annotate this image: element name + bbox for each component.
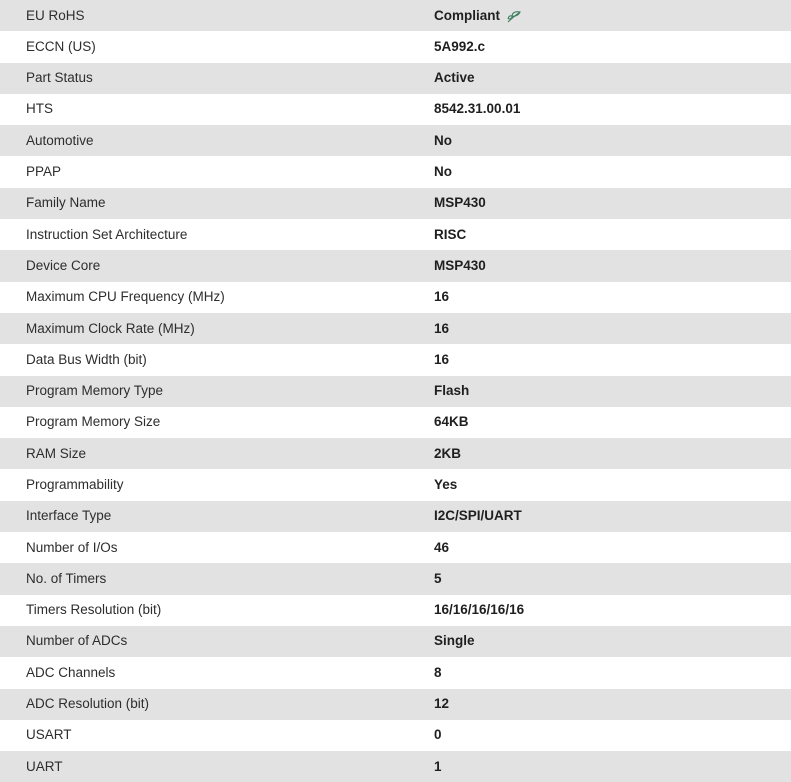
spec-label: No. of Timers — [26, 570, 107, 586]
spec-label: Automotive — [26, 132, 94, 148]
spec-value: Yes — [434, 477, 458, 492]
spec-value-wrap — [434, 665, 442, 681]
spec-label: ADC Channels — [26, 664, 116, 680]
spec-label: UART — [26, 758, 63, 774]
spec-value: Single — [434, 633, 475, 649]
table-row — [0, 63, 791, 94]
spec-value-cell — [412, 94, 791, 125]
spec-value-cell — [412, 219, 791, 250]
spec-value-wrap — [434, 446, 461, 462]
table-row — [0, 0, 791, 31]
spec-value: No — [434, 132, 452, 148]
spec-value-cell — [412, 438, 791, 469]
spec-value-wrap — [434, 633, 475, 649]
spec-value: 8 — [434, 664, 442, 680]
spec-value: I2C/SPI/UART — [434, 508, 522, 524]
spec-value: MSP430 — [434, 195, 486, 211]
spec-label: RAM Size — [26, 445, 87, 461]
table-row — [0, 657, 791, 688]
spec-value: 16 — [434, 351, 450, 367]
table-row — [0, 626, 791, 657]
spec-value: 5 — [434, 570, 442, 586]
spec-value-wrap — [434, 39, 485, 55]
table-row — [0, 344, 791, 375]
spec-value-wrap — [434, 195, 486, 211]
spec-value: 16/16/16/16/16 — [434, 602, 525, 618]
spec-label: Maximum Clock Rate (MHz) — [26, 320, 195, 336]
spec-value: 0 — [434, 727, 442, 743]
spec-value-wrap — [434, 164, 452, 180]
spec-value-wrap — [434, 696, 449, 712]
spec-value-wrap — [434, 508, 522, 524]
spec-value-wrap — [434, 70, 475, 86]
spec-value: 16 — [434, 320, 450, 336]
spec-value-cell — [412, 376, 791, 407]
spec-value-cell — [412, 532, 791, 563]
spec-label: ECCN (US) — [26, 38, 96, 54]
table-row — [0, 438, 791, 469]
spec-value-cell — [412, 563, 791, 594]
spec-value: 16 — [434, 289, 450, 305]
spec-value: 64KB — [434, 414, 469, 430]
spec-value-wrap — [434, 383, 469, 399]
spec-value-cell — [412, 657, 791, 688]
spec-value-cell — [412, 344, 791, 375]
spec-value-cell — [412, 31, 791, 62]
table-row — [0, 407, 791, 438]
spec-label: ADC Resolution (bit) — [26, 696, 150, 712]
spec-value: 46 — [434, 539, 450, 555]
spec-value-cell — [412, 125, 791, 156]
spec-value-wrap — [434, 8, 522, 24]
table-row — [0, 563, 791, 594]
spec-value-wrap — [434, 101, 520, 117]
table-row — [0, 188, 791, 219]
spec-label: Program Memory Type — [26, 383, 164, 399]
spec-value-wrap — [434, 759, 442, 775]
spec-value: 12 — [434, 696, 450, 712]
spec-value-wrap — [434, 133, 452, 149]
table-row — [0, 219, 791, 250]
spec-value-cell — [412, 0, 791, 31]
table-row — [0, 156, 791, 187]
table-row — [0, 532, 791, 563]
spec-value-wrap — [434, 571, 442, 587]
spec-value-wrap — [434, 727, 442, 743]
spec-label: Device Core — [26, 257, 101, 273]
spec-value-cell — [412, 250, 791, 281]
spec-value: 5A992.c — [434, 38, 486, 54]
spec-value: Flash — [434, 383, 470, 399]
spec-label: Data Bus Width (bit) — [26, 351, 147, 367]
spec-value-cell — [412, 63, 791, 94]
table-row — [0, 595, 791, 626]
spec-value-cell — [412, 595, 791, 626]
spec-value: MSP430 — [434, 257, 486, 273]
spec-value-wrap — [434, 414, 469, 430]
spec-value-cell — [412, 689, 791, 720]
spec-value-cell — [412, 407, 791, 438]
table-row — [0, 94, 791, 125]
spec-label: Programmability — [26, 477, 124, 492]
spec-label: HTS — [26, 101, 53, 117]
spec-label: Program Memory Size — [26, 414, 161, 430]
spec-value-wrap — [434, 540, 449, 556]
table-row — [0, 501, 791, 532]
spec-value-cell — [412, 188, 791, 219]
spec-value-cell — [412, 751, 791, 782]
table-row — [0, 720, 791, 751]
spec-value-wrap — [434, 352, 449, 368]
spec-value-cell — [412, 469, 791, 500]
table-row — [0, 250, 791, 281]
spec-value-wrap — [434, 477, 457, 493]
spec-label: Number of I/Os — [26, 539, 118, 555]
spec-value: 1 — [434, 758, 442, 774]
spec-value-cell — [412, 626, 791, 657]
spec-label: PPAP — [26, 164, 62, 180]
spec-value-cell — [412, 501, 791, 532]
spec-value-wrap — [434, 289, 449, 305]
spec-label: USART — [26, 727, 72, 743]
spec-value-wrap — [434, 258, 486, 274]
spec-value-cell — [412, 313, 791, 344]
table-row — [0, 469, 791, 500]
spec-value: RISC — [434, 226, 467, 242]
spec-value-cell — [412, 720, 791, 751]
spec-value: No — [434, 164, 452, 180]
spec-label: Interface Type — [26, 508, 112, 524]
spec-value: 8542.31.00.01 — [434, 101, 521, 117]
table-row — [0, 376, 791, 407]
spec-value: Active — [434, 70, 475, 86]
table-row — [0, 31, 791, 62]
leaf-icon — [507, 10, 522, 23]
spec-value-wrap — [434, 321, 449, 337]
spec-label: Instruction Set Architecture — [26, 226, 188, 242]
table-row — [0, 751, 791, 782]
table-row — [0, 313, 791, 344]
spec-label: Timers Resolution (bit) — [26, 602, 162, 618]
spec-value: 2KB — [434, 445, 462, 461]
table-row — [0, 125, 791, 156]
spec-value-cell — [412, 282, 791, 313]
spec-value: Compliant — [434, 7, 500, 23]
spec-value-wrap — [434, 602, 524, 618]
spec-label: Maximum CPU Frequency (MHz) — [26, 289, 225, 305]
spec-label: Part Status — [26, 70, 93, 86]
spec-value-wrap — [434, 227, 466, 243]
spec-label: EU RoHS — [26, 7, 85, 23]
spec-value-cell — [412, 156, 791, 187]
table-row — [0, 689, 791, 720]
spec-label: Family Name — [26, 195, 106, 211]
table-row — [0, 282, 791, 313]
spec-label: Number of ADCs — [26, 633, 128, 649]
